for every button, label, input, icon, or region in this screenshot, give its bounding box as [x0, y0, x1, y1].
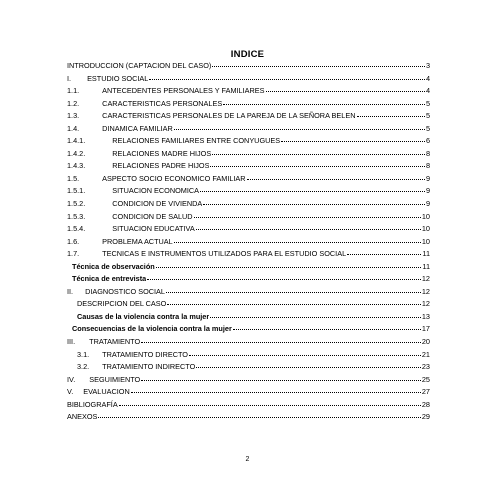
dot-leader — [347, 254, 421, 255]
toc-entry-page: 12 — [421, 274, 430, 284]
dot-leader — [196, 367, 421, 368]
toc-entry-number: 1.4. — [67, 123, 80, 133]
toc-entry[interactable] — [67, 298, 430, 311]
toc-entry-page: 23 — [421, 362, 430, 372]
toc-entry-label: CARACTERISTICAS PERSONALES — [102, 98, 223, 108]
toc-entry[interactable] — [67, 123, 430, 136]
toc-entry-label: DINAMICA FAMILIAR — [102, 123, 173, 133]
toc-entry[interactable] — [67, 211, 430, 224]
dot-leader — [203, 204, 425, 205]
toc-entry-label: Técnica de entrevista — [72, 274, 147, 284]
dot-leader — [141, 342, 421, 343]
toc-entry-page: 11 — [422, 249, 430, 259]
toc-entry-page: 12 — [421, 286, 430, 296]
toc-entry-label: RELACIONES FAMILIARES ENTRE CONYUGUES — [112, 136, 281, 146]
toc-entry-number: 1.2. — [67, 98, 80, 108]
toc-entry-page: 5 — [425, 111, 430, 121]
toc-entry-page: 9 — [425, 186, 430, 196]
toc-entry-page: 10 — [421, 236, 430, 246]
toc-entry-page: 13 — [421, 311, 430, 321]
dot-leader — [167, 304, 421, 305]
toc-entry-label: PROBLEMA ACTUAL — [102, 236, 173, 246]
toc-entry-page: 6 — [425, 136, 430, 146]
toc-entry-label: TRATAMIENTO — [89, 337, 141, 347]
toc-entry-number: 1.4.2. — [67, 148, 86, 158]
dot-leader — [194, 217, 421, 218]
toc-entry-label: INTRODUCCION (CAPTACION DEL CASO) — [67, 61, 212, 70]
dot-leader — [200, 191, 425, 192]
toc-entry-page: 9 — [425, 199, 430, 209]
toc-entry-number: 3.2. — [77, 362, 90, 372]
toc-entry-number: 3.1. — [77, 349, 90, 359]
toc-entry[interactable] — [67, 173, 430, 186]
toc-entry-page: 25 — [421, 374, 430, 384]
toc-entry[interactable] — [67, 286, 430, 299]
dot-leader — [147, 279, 421, 280]
toc-entry-label: ANTECEDENTES PERSONALES Y FAMILIARES — [102, 86, 265, 96]
dot-leader — [189, 355, 421, 356]
dot-leader — [156, 267, 422, 268]
toc-entry-label: CONDICION DE VIVIENDA — [112, 199, 203, 209]
toc-entry-label: EVALUACION — [83, 387, 130, 397]
toc-entry-page: 5 — [425, 98, 430, 108]
toc-entry-label: Causas de la violencia contra la mujer — [77, 311, 210, 321]
dot-leader — [357, 116, 425, 117]
page-number: 2 — [245, 456, 250, 463]
toc-entry[interactable] — [67, 411, 430, 424]
toc-entry-page: 28 — [421, 399, 430, 409]
toc-entry[interactable] — [67, 110, 430, 123]
toc-entry-number: 1.5.4. — [67, 224, 86, 234]
toc-entry[interactable] — [67, 336, 430, 349]
toc-entry-page: 5 — [425, 123, 430, 133]
dot-leader — [210, 317, 421, 318]
toc-entry-label: BIBLIOGRAFÍA — [67, 399, 118, 409]
toc-entry[interactable] — [67, 311, 430, 324]
toc-entry[interactable] — [67, 361, 430, 374]
toc-entry-page: 10 — [421, 224, 430, 234]
toc-entry-page: 17 — [421, 324, 430, 334]
toc-entry-label: SITUACION EDUCATIVA — [112, 224, 195, 234]
toc-entry-page: 10 — [421, 211, 430, 221]
toc-entry-page: 3 — [425, 61, 430, 70]
toc-entry[interactable] — [67, 399, 430, 412]
toc-entry-number: 1.5. — [67, 173, 80, 183]
toc-entry[interactable] — [67, 185, 430, 198]
toc-entry-label: SEGUIMIENTO — [89, 374, 141, 384]
toc-entry[interactable] — [67, 73, 430, 86]
dot-leader — [223, 104, 425, 105]
toc-entry[interactable] — [67, 135, 430, 148]
toc-entry-label: TRATAMIENTO INDIRECTO — [102, 362, 196, 372]
toc-entry-label: RELACIONES PADRE HIJOS — [112, 161, 210, 171]
toc-entry-number: 1.1. — [67, 86, 80, 96]
dot-leader — [141, 380, 421, 381]
toc-entry-page: 8 — [425, 161, 430, 171]
toc-entry[interactable] — [67, 261, 430, 274]
toc-entry-page: 11 — [422, 261, 430, 271]
dot-leader — [247, 179, 425, 180]
toc-entry-number: 1.4.1. — [67, 136, 86, 146]
dot-leader — [174, 129, 425, 130]
toc-entry-label: Consecuencias de la violencia contra la mujer — [72, 324, 232, 334]
toc-entry[interactable] — [67, 248, 430, 261]
toc-entry[interactable] — [67, 349, 430, 362]
toc-entry-page: 9 — [425, 173, 430, 183]
toc-entry-label: CARACTERISTICAS PERSONALES DE LA PAREJA DE LA SEÑORA BELEN — [102, 111, 356, 121]
toc-entry-label: TECNICAS E INSTRUMENTOS UTILIZADOS PARA EL ESTUDIO SOCIAL — [102, 249, 347, 259]
toc-entry-number: 1.4.3. — [67, 161, 86, 171]
toc-entry-label: SITUACION ECONOMICA — [112, 186, 200, 196]
toc-entry-label: ANEXOS — [67, 412, 98, 422]
toc-entry-label: DESCRIPCION DEL CASO — [77, 299, 167, 309]
toc-entry-label: Técnica de observación — [72, 261, 155, 271]
toc-entry[interactable] — [67, 236, 430, 249]
toc-entry[interactable] — [67, 323, 430, 336]
dot-leader — [98, 417, 420, 418]
toc-entry[interactable] — [67, 198, 430, 211]
toc-entry-label: DIAGNOSTICO SOCIAL — [85, 286, 165, 296]
toc-entry-label: ASPECTO SOCIO ECONOMICO FAMILIAR — [102, 173, 246, 183]
toc-entry-label: CONDICION DE SALUD — [112, 211, 193, 221]
toc-entry-number: 1.3. — [67, 111, 80, 121]
toc-entry[interactable] — [67, 60, 430, 73]
toc-entry-page: 20 — [421, 337, 430, 347]
toc-entry-number: 1.5.3. — [67, 211, 86, 221]
toc-entry[interactable] — [67, 160, 430, 173]
toc-entry[interactable] — [67, 98, 430, 111]
dot-leader — [212, 154, 425, 155]
toc-entry-number: II. — [67, 286, 74, 296]
toc-entry[interactable] — [67, 223, 430, 236]
dot-leader — [233, 329, 421, 330]
page-title: INDICE — [230, 49, 265, 60]
toc-entry-page: 21 — [421, 349, 430, 359]
dot-leader — [149, 79, 425, 80]
toc-entry[interactable] — [67, 273, 430, 286]
dot-leader — [266, 91, 425, 92]
toc-entry-page: 4 — [425, 73, 430, 83]
toc-entry[interactable] — [67, 85, 430, 98]
toc-entry[interactable] — [67, 386, 430, 399]
toc-entry-label: ESTUDIO SOCIAL — [87, 73, 149, 83]
toc-entry-page: 29 — [421, 412, 430, 422]
toc-entry-label: TRATAMIENTO DIRECTO — [102, 349, 188, 359]
toc-entry-page: 27 — [421, 387, 430, 397]
toc-entry-page: 12 — [421, 299, 430, 309]
toc-entry-number: V. — [67, 387, 74, 397]
dot-leader — [119, 405, 421, 406]
dot-leader — [212, 66, 425, 67]
toc-entry-number: IV. — [67, 374, 76, 384]
toc-entry-number: 1.6. — [67, 236, 80, 246]
toc-entry-number: 1.5.2. — [67, 199, 86, 209]
toc-entry-page: 4 — [425, 86, 430, 96]
toc-entry-number: 1.5.1. — [67, 186, 86, 196]
toc-entry-label: RELACIONES MADRE HIJOS — [112, 148, 212, 158]
dot-leader — [174, 242, 421, 243]
toc-entry-number: I. — [67, 73, 72, 83]
dot-leader — [131, 392, 421, 393]
toc-entry-number: 1.7. — [67, 249, 80, 259]
toc-entry-number: III. — [67, 337, 76, 347]
dot-leader — [196, 229, 421, 230]
toc-entry[interactable] — [67, 374, 430, 387]
table-of-contents — [67, 60, 430, 424]
toc-entry-page: 8 — [425, 148, 430, 158]
toc-entry[interactable] — [67, 148, 430, 161]
dot-leader — [281, 141, 425, 142]
dot-leader — [166, 292, 421, 293]
dot-leader — [210, 166, 424, 167]
